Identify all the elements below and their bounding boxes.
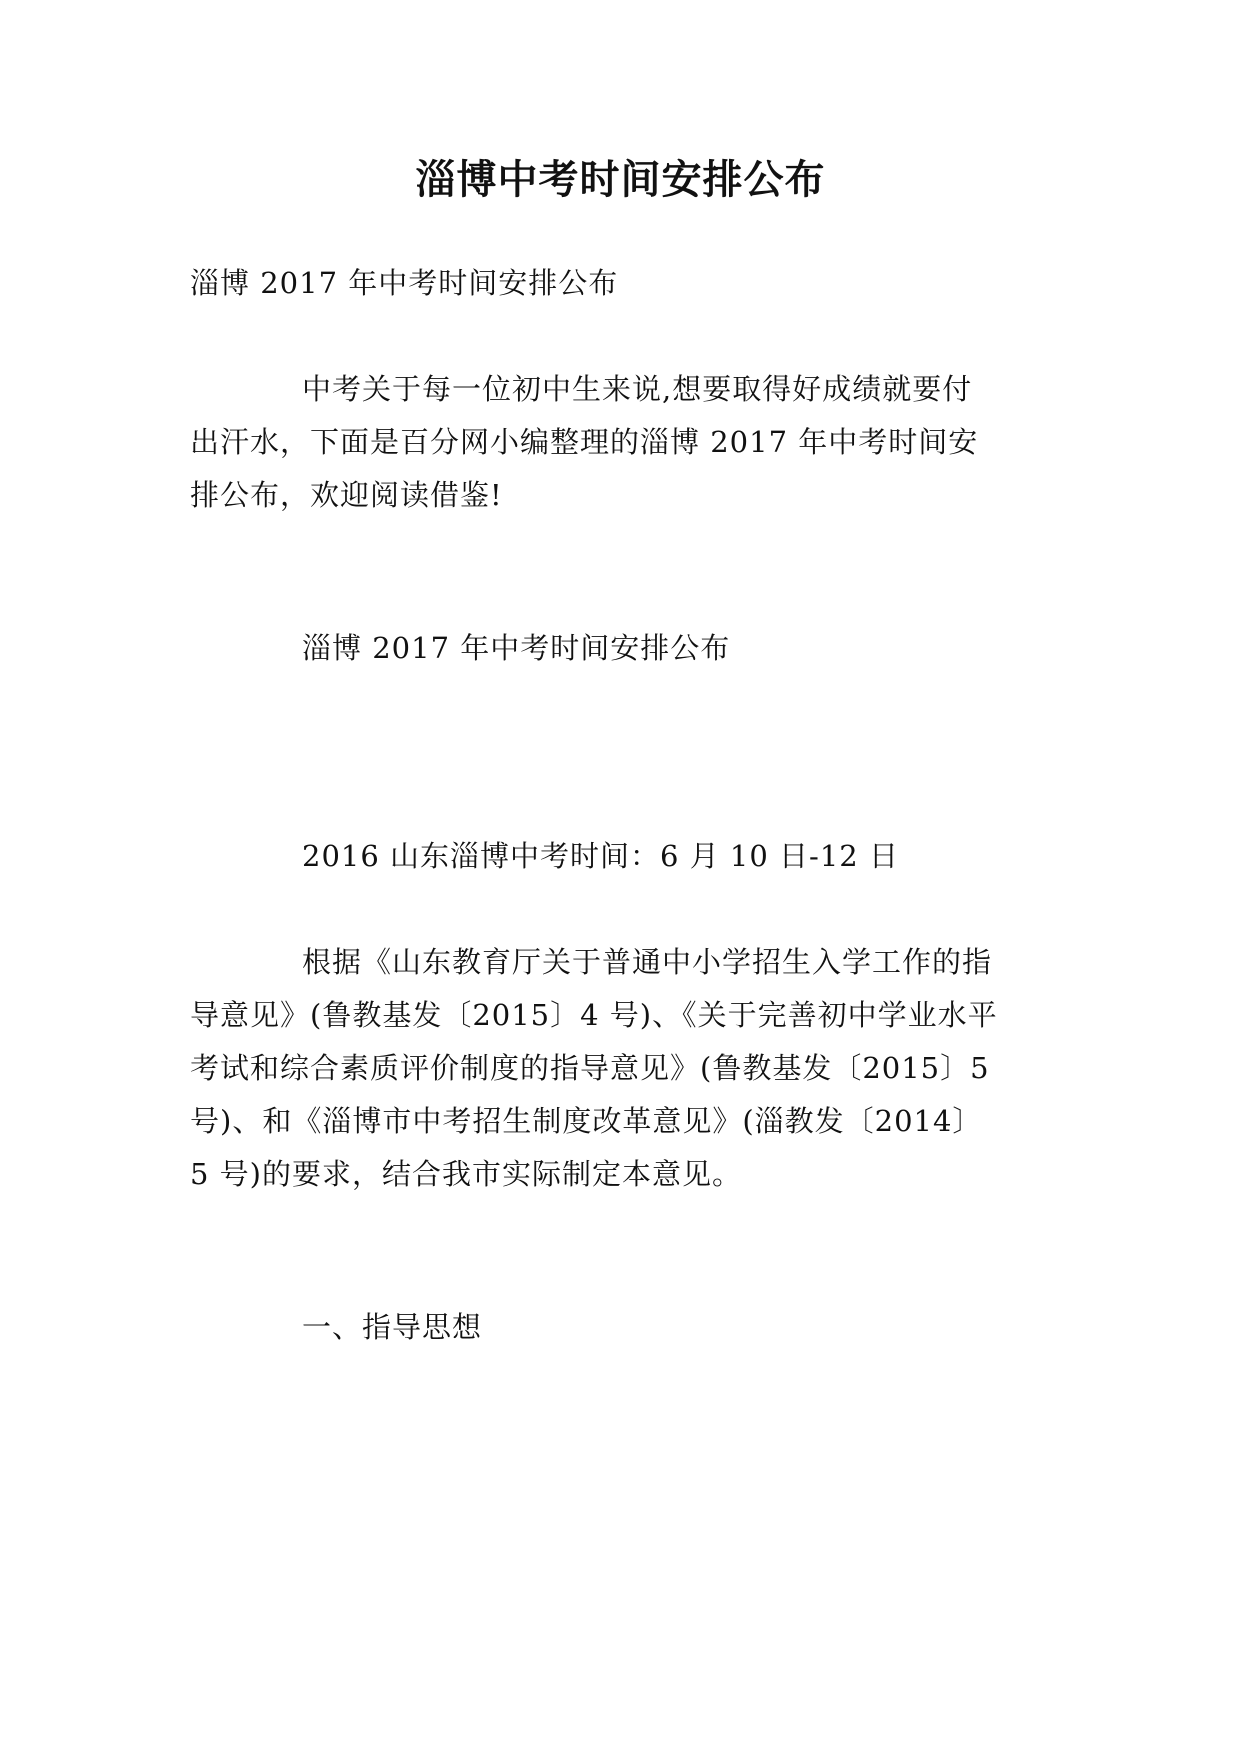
document-title: 淄博中考时间安排公布 [415, 156, 826, 203]
basis-line-2: 导意见》(鲁教基发〔2015〕4 号)、《关于完善初中学业水平 [190, 998, 998, 1032]
intro-line-2: 出汗水，下面是百分网小编整理的淄博 2017 年中考时间安 [190, 425, 979, 459]
intro-line-1: 中考关于每一位初中生来说,想要取得好成绩就要付 [302, 372, 973, 406]
intro-line-3: 排公布，欢迎阅读借鉴! [190, 478, 503, 512]
exam-time: 2016 山东淄博中考时间：6 月 10 日-12 日 [302, 839, 899, 873]
basis-line-3: 考试和综合素质评价制度的指导意见》(鲁教基发〔2015〕5 [190, 1051, 990, 1085]
document-subtitle: 淄博 2017 年中考时间安排公布 [190, 266, 619, 300]
basis-line-5: 5 号)的要求，结合我市实际制定本意见。 [190, 1157, 742, 1191]
section-heading: 淄博 2017 年中考时间安排公布 [302, 631, 731, 665]
heading-guiding-ideology: 一、指导思想 [302, 1310, 483, 1344]
basis-line-4: 号)、和《淄博市中考招生制度改革意见》(淄教发〔2014〕 [190, 1104, 983, 1138]
basis-line-1: 根据《山东教育厅关于普通中小学招生入学工作的指 [302, 945, 993, 979]
